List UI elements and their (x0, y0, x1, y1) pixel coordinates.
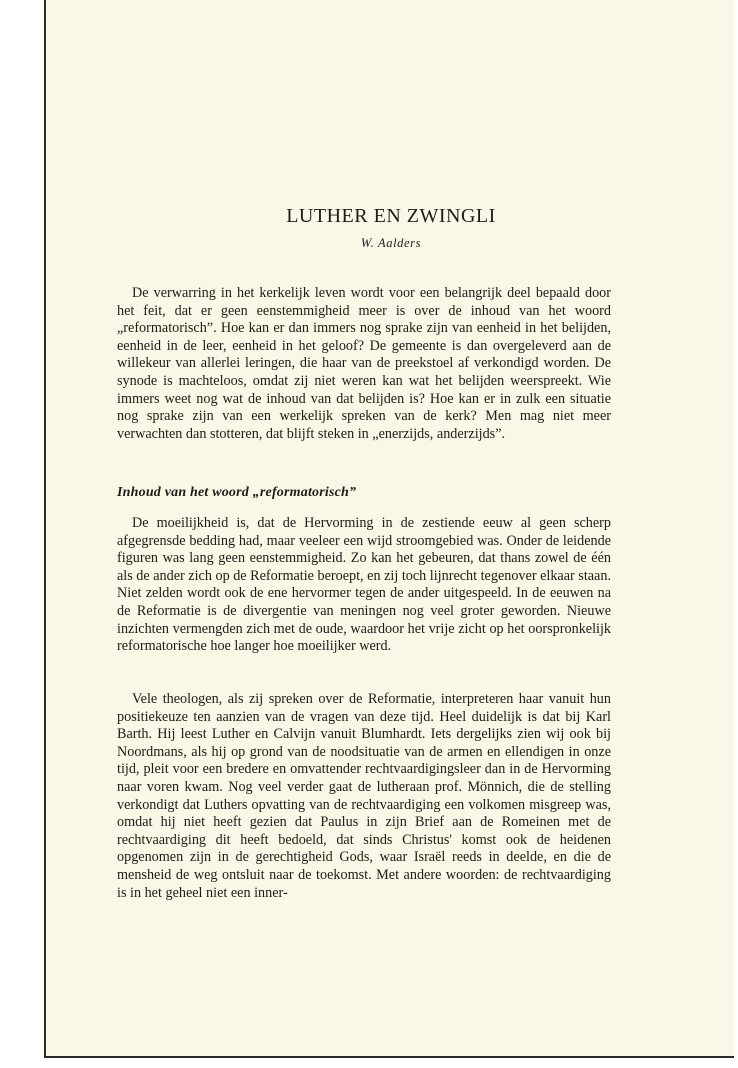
book-page (44, 0, 734, 1058)
article-title: LUTHER EN ZWINGLI (286, 205, 496, 227)
article-author: W. Aalders (360, 236, 422, 250)
section-heading: Inhoud van het woord „reformatorisch” (117, 485, 357, 500)
intro-paragraph: De verwarring in het kerkelijk leven wordt voor een belangrijk deel bepaald door het feit, dat er geen eenstemmigheid meer is over de inhoud van het woord „reformatorisch”. Hoe kan er dan immers nog sprake zijn van eenheid in het belijden, eenheid in de leer, eenheid in het geloof? De gemeente is dan overgeleverd aan de willekeur van allerlei leringen, die haar van de preekstoel af verkondigd worden. De synode is machteloos, omdat zij niet weren kan wat het belijden weerspreekt. Wie immers weet nog wat de inhoud van dat belijden is? Hoe kan er in zulk een situatie nog sprake zijn van een werkelijk spreken van de kerk? Men mag niet meer verwachten dan stotteren, dat blijft steken in „enerzijds, anderzijds”. (117, 285, 611, 442)
body-paragraph: Vele theologen, als zij spreken over de Reformatie, interpreteren haar vanuit hun positiekeuze ten aanzien van de vragen van deze tijd. Heel duidelijk is dat bij Karl Barth. Hij leest Luther en Calvijn vanuit Blumhardt. Iets dergelijks zien wij ook bij Noordmans, als hij op grond van de noodsituatie van de armen en ellendigen in onze tijd, pleit voor een bredere en omvattender rechtvaardigingsleer dan in de Hervorming naar voren kwam. Nog veel verder gaat de lutheraan prof. Mönnich, die de stelling verkondigt dat Luthers opvatting van de rechtvaardiging een volkomen misgreep was, omdat hij niet heeft gezien dat Paulus in zijn Brief aan de Romeinen met de rechtvaardiging dit heeft bedoeld, dat sinds Christus' komst ook de heidenen opgenomen zijn in de gerechtigheid Gods, waar Israël reeds in deelde, en die de mensheid de weg ontsluit naar de toekomst. Met andere woorden: de rechtvaardiging is in het geheel niet een inner- (117, 691, 611, 901)
body-paragraph: De moeilijkheid is, dat de Hervorming in de zestiende eeuw al geen scherp afgegrensde bedding had, maar veeleer een wijd stroomgebied was. Onder de leidende figuren was lang geen eenstemmigheid. Zo kan het gebeuren, dat thans zowel de één als de ander zich op de Reformatie beroept, en zij toch lijnrecht tegenover elkaar staan. Niet zelden wordt ook de ene hervormer tegen de ander uitgespeeld. In de eeuwen na de Reformatie is de divergentie van meningen nog veel groter geworden. Nieuwe inzichten vermengden zich met de oude, waardoor het vrije zicht op het oorspronkelijk reformatorische hoe langer hoe moeilijker werd. (117, 515, 611, 655)
